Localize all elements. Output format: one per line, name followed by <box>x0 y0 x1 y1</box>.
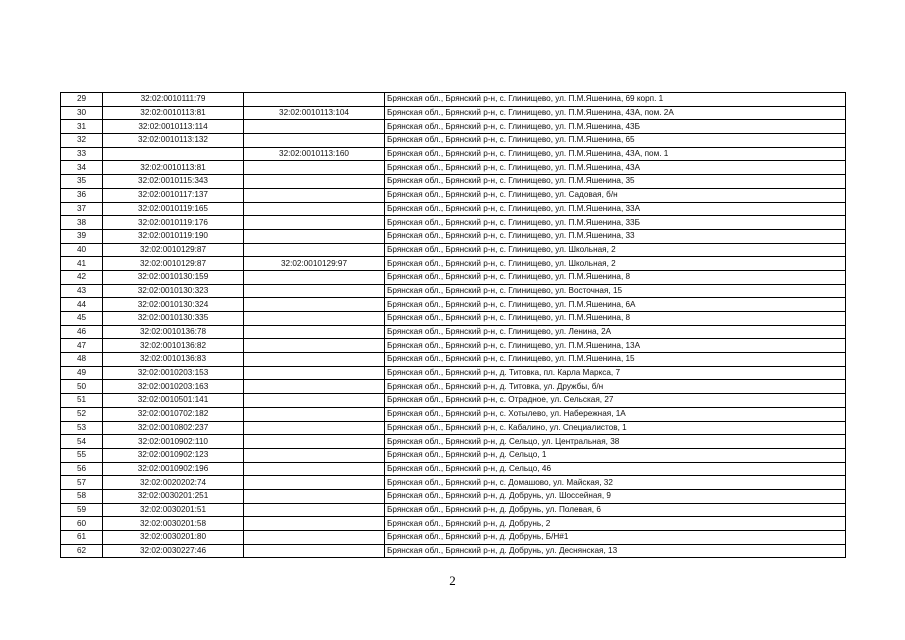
table-row <box>61 188 846 202</box>
address-cell: Брянская обл., Брянский р-н, с. Глинищево, ул. П.М.Яшенина, 43А, пом. 1 <box>385 147 846 161</box>
table-row <box>61 339 846 353</box>
address-cell: Брянская обл., Брянский р-н, д. Добрунь, ул. Полевая, 6 <box>385 503 846 517</box>
related-cadastral-number-cell <box>244 270 385 284</box>
address-cell: Брянская обл., Брянский р-н, д. Титовка, пл. Карла Маркса, 7 <box>385 366 846 380</box>
address-cell: Брянская обл., Брянский р-н, с. Кабалино, ул. Специалистов, 1 <box>385 421 846 435</box>
address-cell: Брянская обл., Брянский р-н, с. Глинищево, ул. П.М.Яшенина, 35 <box>385 175 846 189</box>
table-row <box>61 312 846 326</box>
table-row <box>61 380 846 394</box>
row-number-cell: 53 <box>61 421 103 435</box>
row-number-cell: 33 <box>61 147 103 161</box>
address-cell: Брянская обл., Брянский р-н, с. Глинищево, ул. П.М.Яшенина, 43Б <box>385 120 846 134</box>
address-cell: Брянская обл., Брянский р-н, с. Глинищево, ул. П.М.Яшенина, 43А <box>385 161 846 175</box>
table-row <box>61 284 846 298</box>
cadastral-number-cell: 32:02:0010501:141 <box>103 394 244 408</box>
row-number-cell: 54 <box>61 435 103 449</box>
table-row <box>61 448 846 462</box>
address-cell: Брянская обл., Брянский р-н, с. Глинищево, ул. П.М.Яшенина, 33Б <box>385 216 846 230</box>
related-cadastral-number-cell <box>244 93 385 107</box>
cadastral-number-cell: 32:02:0010129:87 <box>103 257 244 271</box>
address-cell: Брянская обл., Брянский р-н, д. Добрунь, ул. Шоссейная, 9 <box>385 489 846 503</box>
address-cell: Брянская обл., Брянский р-н, с. Глинищево, ул. П.М.Яшенина, 6А <box>385 298 846 312</box>
address-cell: Брянская обл., Брянский р-н, с. Глинищево, ул. П.М.Яшенина, 8 <box>385 312 846 326</box>
table-row <box>61 229 846 243</box>
related-cadastral-number-cell <box>244 216 385 230</box>
table-row <box>61 106 846 120</box>
row-number-cell: 29 <box>61 93 103 107</box>
cadastral-number-cell: 32:02:0010902:196 <box>103 462 244 476</box>
row-number-cell: 32 <box>61 134 103 148</box>
row-number-cell: 36 <box>61 188 103 202</box>
cadastral-number-cell: 32:02:0010113:114 <box>103 120 244 134</box>
cadastral-number-cell: 32:02:0010115:343 <box>103 175 244 189</box>
address-cell: Брянская обл., Брянский р-н, с. Глинищево, ул. Садовая, б/н <box>385 188 846 202</box>
row-number-cell: 45 <box>61 312 103 326</box>
table-row <box>61 366 846 380</box>
row-number-cell: 59 <box>61 503 103 517</box>
address-cell: Брянская обл., Брянский р-н, с. Глинищево, ул. Ленина, 2А <box>385 325 846 339</box>
address-cell: Брянская обл., Брянский р-н, с. Глинищево, ул. Школьная, 2 <box>385 257 846 271</box>
row-number-cell: 48 <box>61 353 103 367</box>
address-cell: Брянская обл., Брянский р-н, с. Глинищево, ул. П.М.Яшенина, 33 <box>385 229 846 243</box>
cadastral-number-cell: 32:02:0030201:80 <box>103 531 244 545</box>
related-cadastral-number-cell <box>244 503 385 517</box>
address-cell: Брянская обл., Брянский р-н, с. Глинищево, ул. Школьная, 2 <box>385 243 846 257</box>
address-cell: Брянская обл., Брянский р-н, д. Сельцо, ул. Центральная, 38 <box>385 435 846 449</box>
cadastral-number-cell: 32:02:0010113:81 <box>103 106 244 120</box>
row-number-cell: 51 <box>61 394 103 408</box>
related-cadastral-number-cell <box>244 134 385 148</box>
related-cadastral-number-cell <box>244 175 385 189</box>
table-row <box>61 134 846 148</box>
address-cell: Брянская обл., Брянский р-н, д. Сельцо, 1 <box>385 448 846 462</box>
related-cadastral-number-cell <box>244 421 385 435</box>
table-row <box>61 216 846 230</box>
table-row <box>61 270 846 284</box>
cadastral-number-cell: 32:02:0010902:123 <box>103 448 244 462</box>
table-row <box>61 394 846 408</box>
table-row <box>61 325 846 339</box>
row-number-cell: 34 <box>61 161 103 175</box>
table-row <box>61 353 846 367</box>
table-row <box>61 93 846 107</box>
address-cell: Брянская обл., Брянский р-н, д. Добрунь, Б/Н#1 <box>385 531 846 545</box>
table-row <box>61 476 846 490</box>
cadastral-number-cell: 32:02:0010203:153 <box>103 366 244 380</box>
cadastral-number-cell: 32:02:0030201:51 <box>103 503 244 517</box>
row-number-cell: 46 <box>61 325 103 339</box>
table-row <box>61 544 846 558</box>
cadastral-number-cell: 32:02:0010119:190 <box>103 229 244 243</box>
row-number-cell: 55 <box>61 448 103 462</box>
row-number-cell: 42 <box>61 270 103 284</box>
related-cadastral-number-cell <box>244 531 385 545</box>
cadastral-number-cell: 32:02:0010902:110 <box>103 435 244 449</box>
row-number-cell: 35 <box>61 175 103 189</box>
cadastral-number-cell: 32:02:0010130:335 <box>103 312 244 326</box>
related-cadastral-number-cell <box>244 517 385 531</box>
document-sheet <box>60 92 846 558</box>
cadastral-number-cell: 32:02:0010113:132 <box>103 134 244 148</box>
cadastral-number-cell: 32:02:0010203:163 <box>103 380 244 394</box>
table-row <box>61 257 846 271</box>
cadastral-number-cell: 32:02:0010136:78 <box>103 325 244 339</box>
related-cadastral-number-cell <box>244 312 385 326</box>
address-cell: Брянская обл., Брянский р-н, д. Добрунь, ул. Деснянская, 13 <box>385 544 846 558</box>
related-cadastral-number-cell <box>244 448 385 462</box>
related-cadastral-number-cell <box>244 202 385 216</box>
related-cadastral-number-cell <box>244 544 385 558</box>
related-cadastral-number-cell <box>244 380 385 394</box>
table-row <box>61 489 846 503</box>
related-cadastral-number-cell <box>244 229 385 243</box>
related-cadastral-number-cell: 32:02:0010113:104 <box>244 106 385 120</box>
related-cadastral-number-cell <box>244 462 385 476</box>
row-number-cell: 41 <box>61 257 103 271</box>
address-cell: Брянская обл., Брянский р-н, с. Глинищево, ул. П.М.Яшенина, 65 <box>385 134 846 148</box>
cadastral-number-cell <box>103 147 244 161</box>
row-number-cell: 52 <box>61 407 103 421</box>
cadastral-number-cell: 32:02:0010117:137 <box>103 188 244 202</box>
table-row <box>61 147 846 161</box>
table-row <box>61 531 846 545</box>
related-cadastral-number-cell <box>244 120 385 134</box>
row-number-cell: 58 <box>61 489 103 503</box>
cadastral-number-cell: 32:02:0010113:81 <box>103 161 244 175</box>
cadastral-number-cell: 32:02:0010111:79 <box>103 93 244 107</box>
address-cell: Брянская обл., Брянский р-н, с. Хотылево, ул. Набережная, 1А <box>385 407 846 421</box>
related-cadastral-number-cell <box>244 394 385 408</box>
address-cell: Брянская обл., Брянский р-н, с. Отрадное, ул. Сельская, 27 <box>385 394 846 408</box>
row-number-cell: 31 <box>61 120 103 134</box>
address-cell: Брянская обл., Брянский р-н, с. Глинищево, ул. П.М.Яшенина, 43А, пом. 2А <box>385 106 846 120</box>
row-number-cell: 43 <box>61 284 103 298</box>
related-cadastral-number-cell <box>244 476 385 490</box>
table-row <box>61 175 846 189</box>
address-cell: Брянская обл., Брянский р-н, с. Глинищево, ул. П.М.Яшенина, 33А <box>385 202 846 216</box>
cadastral-number-cell: 32:02:0010130:323 <box>103 284 244 298</box>
address-cell: Брянская обл., Брянский р-н, д. Титовка, ул. Дружбы, б/н <box>385 380 846 394</box>
related-cadastral-number-cell: 32:02:0010113:160 <box>244 147 385 161</box>
address-cell: Брянская обл., Брянский р-н, с. Глинищево, ул. Восточная, 15 <box>385 284 846 298</box>
related-cadastral-number-cell <box>244 243 385 257</box>
address-cell: Брянская обл., Брянский р-н, д. Добрунь, 2 <box>385 517 846 531</box>
cadastral-number-cell: 32:02:0010130:159 <box>103 270 244 284</box>
table-row <box>61 462 846 476</box>
table-row <box>61 503 846 517</box>
cadastral-number-cell: 32:02:0010702:182 <box>103 407 244 421</box>
cadastral-number-cell: 32:02:0030201:58 <box>103 517 244 531</box>
table-row <box>61 161 846 175</box>
address-cell: Брянская обл., Брянский р-н, с. Домашово, ул. Майская, 32 <box>385 476 846 490</box>
related-cadastral-number-cell <box>244 407 385 421</box>
row-number-cell: 62 <box>61 544 103 558</box>
row-number-cell: 30 <box>61 106 103 120</box>
property-table <box>60 92 846 558</box>
table-row <box>61 517 846 531</box>
related-cadastral-number-cell <box>244 325 385 339</box>
table-body <box>61 93 846 558</box>
address-cell: Брянская обл., Брянский р-н, с. Глинищево, ул. П.М.Яшенина, 8 <box>385 270 846 284</box>
related-cadastral-number-cell <box>244 366 385 380</box>
table-row <box>61 421 846 435</box>
row-number-cell: 37 <box>61 202 103 216</box>
cadastral-number-cell: 32:02:0010136:82 <box>103 339 244 353</box>
cadastral-number-cell: 32:02:0010119:176 <box>103 216 244 230</box>
address-cell: Брянская обл., Брянский р-н, д. Сельцо, 46 <box>385 462 846 476</box>
address-cell: Брянская обл., Брянский р-н, с. Глинищево, ул. П.М.Яшенина, 13А <box>385 339 846 353</box>
row-number-cell: 50 <box>61 380 103 394</box>
row-number-cell: 60 <box>61 517 103 531</box>
table-row <box>61 202 846 216</box>
row-number-cell: 38 <box>61 216 103 230</box>
related-cadastral-number-cell <box>244 188 385 202</box>
row-number-cell: 44 <box>61 298 103 312</box>
row-number-cell: 49 <box>61 366 103 380</box>
row-number-cell: 57 <box>61 476 103 490</box>
row-number-cell: 40 <box>61 243 103 257</box>
page-number: 2 <box>449 573 456 588</box>
cadastral-number-cell: 32:02:0010119:165 <box>103 202 244 216</box>
related-cadastral-number-cell <box>244 353 385 367</box>
related-cadastral-number-cell <box>244 298 385 312</box>
cadastral-number-cell: 32:02:0020202:74 <box>103 476 244 490</box>
related-cadastral-number-cell <box>244 339 385 353</box>
related-cadastral-number-cell <box>244 435 385 449</box>
cadastral-number-cell: 32:02:0010129:87 <box>103 243 244 257</box>
cadastral-number-cell: 32:02:0030201:251 <box>103 489 244 503</box>
table-row <box>61 120 846 134</box>
related-cadastral-number-cell <box>244 489 385 503</box>
table-row <box>61 298 846 312</box>
address-cell: Брянская обл., Брянский р-н, с. Глинищево, ул. П.М.Яшенина, 69 корп. 1 <box>385 93 846 107</box>
cadastral-number-cell: 32:02:0010136:83 <box>103 353 244 367</box>
related-cadastral-number-cell <box>244 161 385 175</box>
row-number-cell: 56 <box>61 462 103 476</box>
cadastral-number-cell: 32:02:0010130:324 <box>103 298 244 312</box>
row-number-cell: 61 <box>61 531 103 545</box>
row-number-cell: 47 <box>61 339 103 353</box>
related-cadastral-number-cell <box>244 284 385 298</box>
cadastral-number-cell: 32:02:0030227:46 <box>103 544 244 558</box>
address-cell: Брянская обл., Брянский р-н, с. Глинищево, ул. П.М.Яшенина, 15 <box>385 353 846 367</box>
table-row <box>61 243 846 257</box>
table-row <box>61 435 846 449</box>
cadastral-number-cell: 32:02:0010802:237 <box>103 421 244 435</box>
table-row <box>61 407 846 421</box>
related-cadastral-number-cell: 32:02:0010129:97 <box>244 257 385 271</box>
row-number-cell: 39 <box>61 229 103 243</box>
